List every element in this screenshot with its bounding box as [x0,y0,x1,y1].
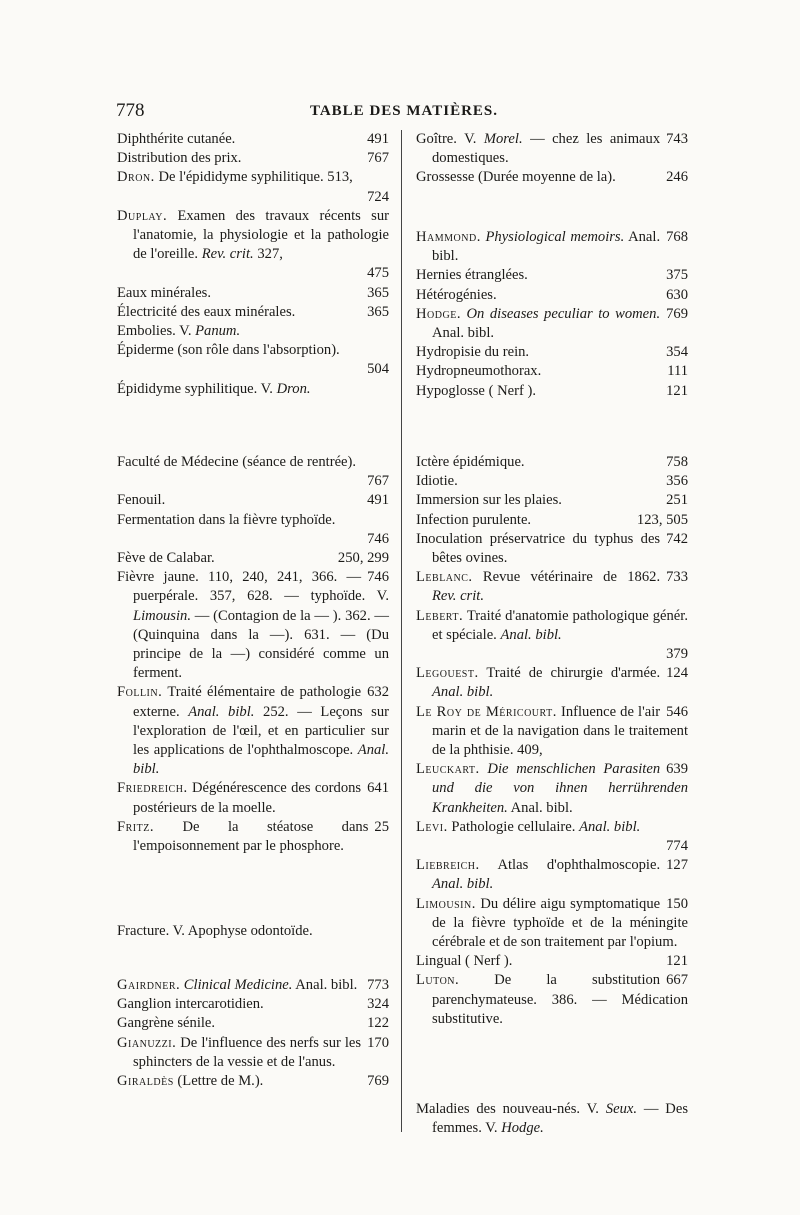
entry-text: Idiotie. [416,473,458,490]
entry-text: Dégénérescence des cordons postérieurs de la moelle. [133,780,362,816]
index-entry [416,703,688,761]
index-entry [117,284,389,303]
entry-text: Ganglion intercarotidien. [117,996,264,1013]
index-entry [117,511,389,549]
entry-text: Hypoglosse ( Nerf ). [416,382,536,399]
index-entry [416,971,688,1029]
index-entry [117,1034,389,1072]
entry-text: De l'influence des nerfs sur les sphincters de la vessie et de l'anus. [133,1034,362,1070]
entry-text: De la substitution parenchymateuse. 386. — Médication substitutive. [432,972,688,1027]
entry-text: Traité élémentaire de pathologie externe. [133,684,362,720]
index-entry [416,305,688,343]
entry-text: Anal. bibl. [295,977,358,993]
entry-text: Hétérogénies. [416,286,497,303]
page-number: 778 [116,100,145,121]
entry-author: Le Roy de Méricourt. [416,703,557,720]
index-entry [117,130,389,149]
index-entry [416,664,688,702]
entry-italic: On diseases peculiar to women. [466,305,661,322]
index-entry [117,995,389,1014]
entry-italic: Rev. crit. [201,246,254,263]
entry-author: Lebert. [416,607,464,624]
entry-text: 252. — Leçons sur l'exploration de l'œil, et en particulier sur les applications de l'ophthalmoscope. [133,703,389,759]
index-section [117,453,389,856]
entry-text: Immersion sur les plaies. [416,492,562,509]
entry-author: Leblanc. [416,569,473,586]
entry-author: Hodge. [416,305,461,322]
entry-text: Fièvre jaune. 110, 240, 241, 366. — puerpérale. 357, 628. — typhoïde. V. [117,569,389,605]
index-entry [117,303,389,322]
page-ref: 491 [367,492,389,509]
entry-text: Anal. bibl. [510,799,573,816]
index-entry [117,341,389,379]
index-section [117,922,389,941]
entry-author: Hammond. [416,229,481,245]
entry-text: Grossesse (Durée moyenne de la). [416,169,616,186]
entry-text: Faculté de Médecine (séance de rentrée). [117,454,357,470]
index-entry [416,952,688,971]
entry-text: Épididyme syphilitique. V. [117,380,273,397]
page-ref: 121 [666,953,688,970]
index-entry [117,149,389,168]
entry-text: Ictère épidémique. [416,454,525,470]
entry-text: — chez les animaux domestiques. [432,131,661,167]
index-section [117,130,389,399]
page-ref: 639 [666,761,688,778]
entry-italic: Seux. [605,1101,637,1117]
index-entry [117,491,389,510]
page-ref: 746 [367,569,389,586]
entry-text: Examen des travaux récents sur l'anatomie, la physiologie et la pathologie de l'oreille. [133,207,389,263]
index-entry [117,207,389,284]
entry-author: Gairdner. [117,977,181,993]
page-ref: 365 [367,284,389,301]
page-ref: 767 [367,473,389,490]
entry-italic: Limousin. [133,607,191,624]
index-entry [416,856,688,894]
page-ref: 632 [367,684,389,701]
page-ref: 491 [367,131,389,147]
page-ref: 773 [367,977,389,993]
entry-text: Fracture. V. Apophyse odontoïde. [117,923,313,939]
entry-text: — Des femmes. V. [432,1101,688,1137]
entry-text: Eaux minérales. [117,284,212,301]
index-entry [416,818,688,856]
index-entry [117,322,389,341]
index-section [416,453,688,1029]
entry-text: Fenouil. [117,492,166,509]
entry-italic: Morel. [483,131,523,147]
page-ref: 170 [367,1034,389,1051]
page-ref: 746 [367,530,389,547]
page-header [116,100,692,128]
index-entry [416,130,688,168]
entry-author: Liebreich. [416,857,480,874]
entry-text: Pathologie cellulaire. [451,818,576,835]
entry-italic: Anal. bibl. [500,626,562,643]
index-entry [416,286,688,305]
entry-author: Gianuzzi. [117,1034,177,1051]
page-ref: 356 [666,473,688,490]
index-entry [416,168,688,187]
index-entry [416,266,688,285]
entry-italic: Anal. bibl. [188,703,255,720]
index-section [416,1100,688,1138]
entry-text: Maladies des nouveau-nés. V. [416,1101,599,1117]
page-ref: 504 [367,361,389,378]
entry-text: Diphthérite cutanée. [117,131,236,147]
index-entry [416,607,688,665]
page-ref: 122 [367,1015,389,1032]
index-entry [117,1072,389,1091]
index-entry [117,922,389,941]
entry-text: Distribution des prix. [117,150,242,167]
entry-text: Goître. V. [416,131,477,147]
index-entry [416,895,688,953]
index-entry [117,549,389,568]
entry-text: Traité d'anatomie pathologique génér. et spéciale. [432,607,688,643]
column-divider [401,130,402,1132]
index-entry [117,818,389,856]
entry-italic: Anal. bibl. [579,818,641,835]
entry-text: — (Contagion de la — ). 362. — (Quinquina dans la —). 631. — (Du principe de la —) considéré comme un ferment. [133,607,389,682]
page-ref: 251 [666,492,688,509]
entry-italic: Clinical Medicine. [183,977,293,993]
entry-italic: Die menschlichen Parasiten und die von ihnen herrührenden Krankheiten. [432,761,688,816]
page-ref: 724 [367,188,389,205]
page-ref: 124 [666,665,688,682]
index-entry [117,168,389,206]
page-ref: 354 [666,344,688,361]
entry-text: Fève de Calabar. [117,550,215,567]
entry-italic: Hodge. [501,1120,544,1137]
entry-italic: Panum. [195,323,241,340]
index-entry [117,976,389,995]
index-entry [416,453,688,472]
page-ref: 758 [666,454,688,470]
entry-text: Hernies étranglées. [416,267,528,284]
entry-author: Legouest. [416,665,479,682]
index-entry [117,380,389,399]
entry-text: Revue vétérinaire de 1862. [482,569,661,586]
page-ref: 769 [666,305,688,322]
entry-italic: Dron. [276,380,311,397]
entry-text: Infection purulente. [416,511,532,528]
page-ref: 375 [666,267,688,284]
index-entry [416,568,688,606]
index-entry [117,779,389,817]
index-entry [117,453,389,491]
entry-author: Fritz. [117,818,154,835]
index-entry [416,760,688,818]
page-ref: 121 [666,382,688,399]
page-ref: 667 [666,972,688,989]
index-entry [416,472,688,491]
entry-text: 327, [257,246,283,263]
page-ref: 733 [666,569,688,586]
page-ref: 767 [367,150,389,167]
index-section [117,976,389,1091]
entry-text: Anal. bibl. [432,325,495,342]
entry-author: Limousin. [416,895,476,912]
page-ref: 150 [666,895,688,912]
index-entry [416,1100,688,1138]
entry-text: Traité de chirurgie d'armée. [486,665,661,682]
page-ref: 246 [666,169,688,186]
entry-author: Giraldès [117,1073,174,1090]
entry-text: Électricité des eaux minérales. [117,303,296,320]
index-entry [117,1014,389,1033]
page-ref: 546 [666,703,688,720]
index-entry [416,228,688,266]
page-ref: 742 [666,530,688,547]
index-entry [416,362,688,381]
index-entry [416,382,688,401]
entry-text: Anal. bibl. [432,229,661,265]
entry-text: Épiderme (son rôle dans l'absorption). [117,342,340,359]
page-ref: 743 [666,131,688,147]
index-section [416,228,688,401]
entry-italic: Rev. crit. [432,588,484,605]
index-section [416,130,688,188]
entry-text: (Lettre de M.). [177,1073,264,1090]
page-ref: 769 [367,1073,389,1090]
entry-text: Gangrène sénile. [117,1015,216,1032]
entry-text: Atlas d'ophthalmoscopie. [497,857,661,874]
entry-italic: Anal. bibl. [432,684,494,701]
page-ref: 379 [666,646,688,663]
index-entry [117,683,389,779]
entry-author: Duplay. [117,207,168,224]
index-entry [416,343,688,362]
entry-text: Fermentation dans la fièvre typhoïde. [117,511,336,528]
page-ref: 774 [666,838,688,855]
page-ref: 250, 299 [337,550,389,567]
entry-author: Follin. [117,684,163,701]
page-ref: 630 [666,286,688,303]
entry-text: Du délire aigu symptomatique de la fièvre typhoïde et de la méningite cérébrale et de son traitement par l'opium. [432,895,688,951]
entry-italic: Anal. bibl. [133,742,389,778]
entry-text: Hydropisie du rein. [416,344,530,361]
index-entry [416,491,688,510]
entry-author: Levi. [416,818,448,835]
entry-italic: Anal. bibl. [432,876,494,893]
entry-author: Luton. [416,972,460,989]
index-entry [416,530,688,568]
entry-author: Leuckart. [416,761,480,778]
entry-author: Dron. [117,169,155,186]
index-entry [416,511,688,530]
entry-text: Lingual ( Nerf ). [416,953,513,970]
page-ref: 475 [367,265,389,282]
running-title: TABLE DES MATIÈRES. [309,103,499,119]
page-ref: 365 [367,303,389,320]
entry-text: Influence de l'air marin et de la navigation dans le traitement de la phthisie. 409, [432,703,688,759]
page-ref: 641 [367,780,389,797]
entry-text: Inoculation préservatrice du typhus des bêtes ovines. [416,530,661,567]
page-ref: 324 [367,996,389,1013]
page-ref: 111 [667,363,688,380]
index-entry [117,568,389,683]
page-ref: 25 [374,818,389,835]
page-ref: 768 [666,229,688,245]
page-ref: 123, 505 [636,511,688,528]
entry-italic: Physiological memoirs. [485,229,625,245]
entry-text: Embolies. V. [117,323,192,340]
page-ref: 127 [666,857,688,874]
entry-text: De la stéatose dans l'empoisonnement par le phosphore. [133,818,369,855]
entry-text: De l'épididyme syphilitique. 513, [158,169,353,186]
entry-author: Friedreich. [117,780,188,797]
entry-text: Hydropneumothorax. [416,363,542,380]
